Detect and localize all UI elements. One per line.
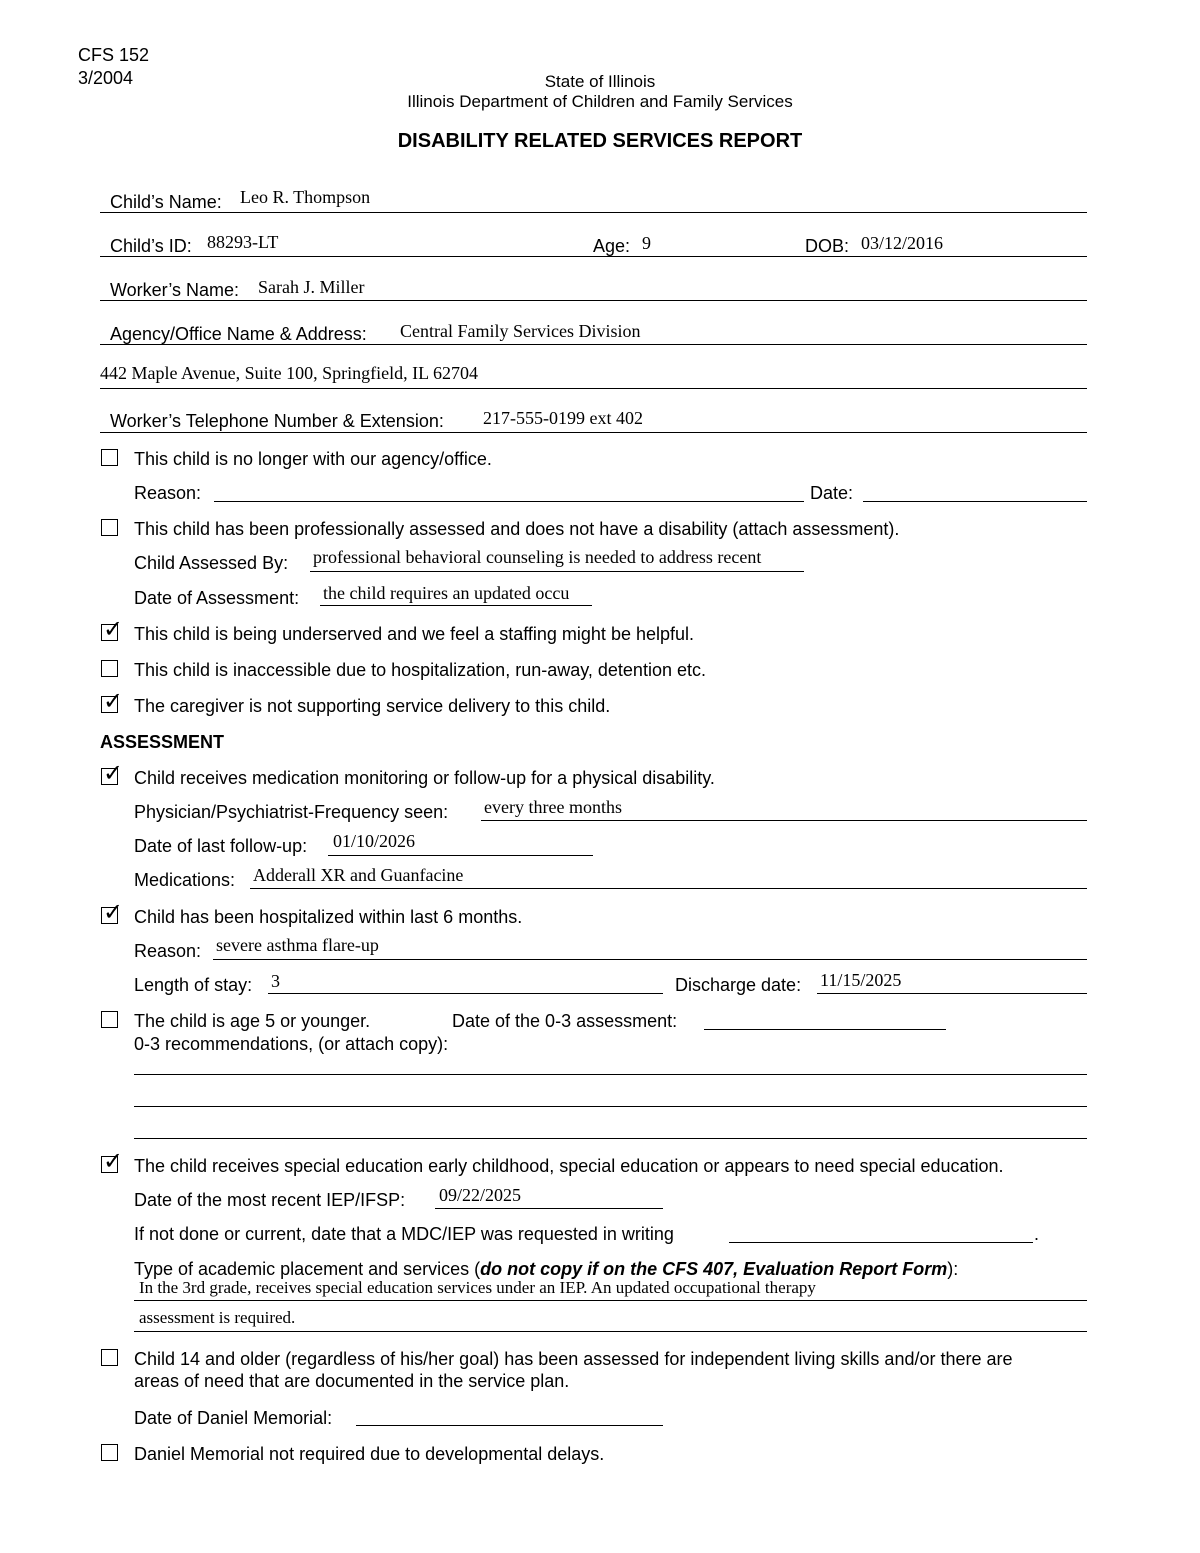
reason-input-line[interactable] xyxy=(214,501,804,502)
last-followup-field[interactable]: 01/10/2026 xyxy=(333,831,416,851)
hosp-reason-underline xyxy=(213,959,1087,960)
check-icon: ✓ xyxy=(103,898,124,926)
agency-line-1: State of Illinois xyxy=(544,72,656,91)
date-input-line[interactable] xyxy=(863,501,1087,502)
assessed-label: This child has been professionally assessed and does not have a disability (attach assessment). xyxy=(134,519,900,539)
length-of-stay-field[interactable]: 3 xyxy=(271,971,280,991)
hosp-reason-field[interactable]: severe asthma flare-up xyxy=(216,935,379,955)
form-id: CFS 152 xyxy=(78,45,150,65)
caregiver-checkbox[interactable] xyxy=(101,687,124,715)
zero3-recs-line-1[interactable] xyxy=(134,1074,1087,1075)
mdc-period: . xyxy=(1034,1224,1040,1244)
iep-label: Date of the most recent IEP/IFSP: xyxy=(134,1190,406,1210)
child-id-field[interactable]: 88293-LT xyxy=(207,232,279,252)
assessed-checkbox[interactable] xyxy=(101,519,118,536)
caregiver-label: The caregiver is not supporting service delivery to this child. xyxy=(134,696,611,716)
age-field[interactable]: 9 xyxy=(642,233,651,253)
daniel-label: Date of Daniel Memorial: xyxy=(134,1408,333,1428)
underserved-label: This child is being underserved and we feel a staffing might be helpful. xyxy=(134,624,695,644)
check-icon: ✓ xyxy=(103,687,124,715)
child-name-field[interactable]: Leo R. Thompson xyxy=(240,187,371,207)
length-of-stay-underline xyxy=(268,993,663,994)
inaccessible-label: This child is inaccessible due to hospitalization, run-away, detention etc. xyxy=(134,660,706,680)
physician-field[interactable]: every three months xyxy=(484,797,622,817)
agency-line-2: Illinois Department of Children and Family Services xyxy=(407,92,793,111)
medications-underline xyxy=(250,888,1087,889)
sped-checkbox[interactable] xyxy=(101,1147,124,1175)
length-of-stay-label: Length of stay: xyxy=(134,975,253,995)
no-longer-label: This child is no longer with our agency/office. xyxy=(134,449,492,469)
hospitalized-label: Child has been hospitalized within last 6 months. xyxy=(134,907,523,927)
child-name-underline xyxy=(100,212,1087,213)
daniel-not-required-label: Daniel Memorial not required due to developmental delays. xyxy=(134,1444,605,1464)
phone-field[interactable]: 217-555-0199 ext 402 xyxy=(483,408,643,428)
daniel-date-input-line[interactable] xyxy=(356,1425,663,1426)
agency-name-field[interactable]: Central Family Services Division xyxy=(400,321,641,341)
physician-underline xyxy=(481,820,1087,821)
child-id-underline xyxy=(100,256,1087,257)
no-longer-checkbox[interactable] xyxy=(101,449,118,466)
assessed-by-field[interactable]: professional behavioral counseling is needed to address recent xyxy=(313,547,762,567)
mdc-input-line[interactable] xyxy=(729,1242,1033,1243)
assessed-by-label: Child Assessed By: xyxy=(134,553,289,573)
zero3-recs-line-2[interactable] xyxy=(134,1106,1087,1107)
date-of-assessment-field[interactable]: the child requires an updated occu xyxy=(323,583,570,603)
check-icon: ✓ xyxy=(103,615,124,643)
age5-checkbox[interactable] xyxy=(101,1011,118,1028)
last-followup-label: Date of last follow-up: xyxy=(134,836,308,856)
last-followup-underline xyxy=(328,855,593,856)
medication-checkbox[interactable] xyxy=(101,759,124,787)
zero3-date-label: Date of the 0-3 assessment: xyxy=(452,1011,678,1031)
zero3-date-input-line[interactable] xyxy=(704,1029,946,1030)
worker-name-label: Worker’s Name: xyxy=(110,280,240,300)
check-icon: ✓ xyxy=(103,1147,124,1175)
assessment-heading: ASSESSMENT xyxy=(100,732,225,752)
medications-field[interactable]: Adderall XR and Guanfacine xyxy=(253,865,464,885)
date-of-assessment-label: Date of Assessment: xyxy=(134,588,300,608)
placement-underline-1 xyxy=(134,1300,1087,1301)
worker-name-field[interactable]: Sarah J. Miller xyxy=(258,277,365,297)
reason-label: Reason: xyxy=(134,483,202,503)
sped-label: The child receives special education early childhood, special education or appears to need special education. xyxy=(134,1156,1004,1176)
page-title: DISABILITY RELATED SERVICES REPORT xyxy=(397,130,803,152)
child-id-label: Child’s ID: xyxy=(110,236,192,256)
inaccessible-checkbox[interactable] xyxy=(101,660,118,677)
agency-label: Agency/Office Name & Address: xyxy=(110,324,367,344)
dob-field[interactable]: 03/12/2016 xyxy=(861,233,944,253)
dob-label: DOB: xyxy=(805,236,850,256)
placement-label: Type of academic placement and services (do not copy if on the CFS 407, Evaluation Report Form): xyxy=(134,1259,959,1279)
phone-underline xyxy=(100,432,1087,433)
zero3-recs-line-3[interactable] xyxy=(134,1138,1087,1139)
discharge-field[interactable]: 11/15/2025 xyxy=(820,970,902,990)
iep-date-underline xyxy=(435,1208,663,1209)
hosp-reason-label: Reason: xyxy=(134,941,202,961)
agency-address-field[interactable]: 442 Maple Avenue, Suite 100, Springfield, IL 62704 xyxy=(100,363,478,383)
mdc-label: If not done or current, date that a MDC/IEP was requested in writing xyxy=(134,1224,674,1244)
phone-label: Worker’s Telephone Number & Extension: xyxy=(110,411,444,431)
placement-underline-2 xyxy=(134,1331,1087,1332)
agency-underline xyxy=(100,344,1087,345)
placement-field-line-1[interactable]: In the 3rd grade, receives special education services under an IEP. An updated occupational therapy xyxy=(139,1278,816,1297)
medications-label: Medications: xyxy=(134,870,236,890)
placement-field-line-2[interactable]: assessment is required. xyxy=(139,1308,296,1327)
discharge-underline xyxy=(817,993,1087,994)
zero3-recs-label: 0-3 recommendations, (or attach copy): xyxy=(134,1034,449,1054)
date-label: Date: xyxy=(810,483,854,503)
agency-address-underline xyxy=(100,388,1087,389)
physician-label: Physician/Psychiatrist-Frequency seen: xyxy=(134,802,449,822)
medication-label: Child receives medication monitoring or follow-up for a physical disability. xyxy=(134,768,715,788)
ils-label-line-1: Child 14 and older (regardless of his/her goal) has been assessed for independent living skills and/or there are xyxy=(134,1349,1013,1369)
check-icon: ✓ xyxy=(103,759,124,787)
hospitalized-checkbox[interactable] xyxy=(101,898,124,926)
form-revision: 3/2004 xyxy=(78,68,134,88)
age5-label: The child is age 5 or younger. xyxy=(134,1011,371,1031)
underserved-checkbox[interactable] xyxy=(101,615,124,643)
child-name-label: Child’s Name: xyxy=(110,192,222,212)
age-label: Age: xyxy=(593,236,631,256)
discharge-label: Discharge date: xyxy=(675,975,802,995)
worker-name-underline xyxy=(100,300,1087,301)
assessed-by-underline xyxy=(310,571,804,572)
iep-date-field[interactable]: 09/22/2025 xyxy=(439,1185,522,1205)
ils-checkbox[interactable] xyxy=(101,1349,118,1366)
ils-label-line-2: areas of need that are documented in the service plan. xyxy=(134,1371,570,1391)
daniel-not-required-checkbox[interactable] xyxy=(101,1444,118,1461)
date-of-assessment-underline xyxy=(320,605,592,606)
